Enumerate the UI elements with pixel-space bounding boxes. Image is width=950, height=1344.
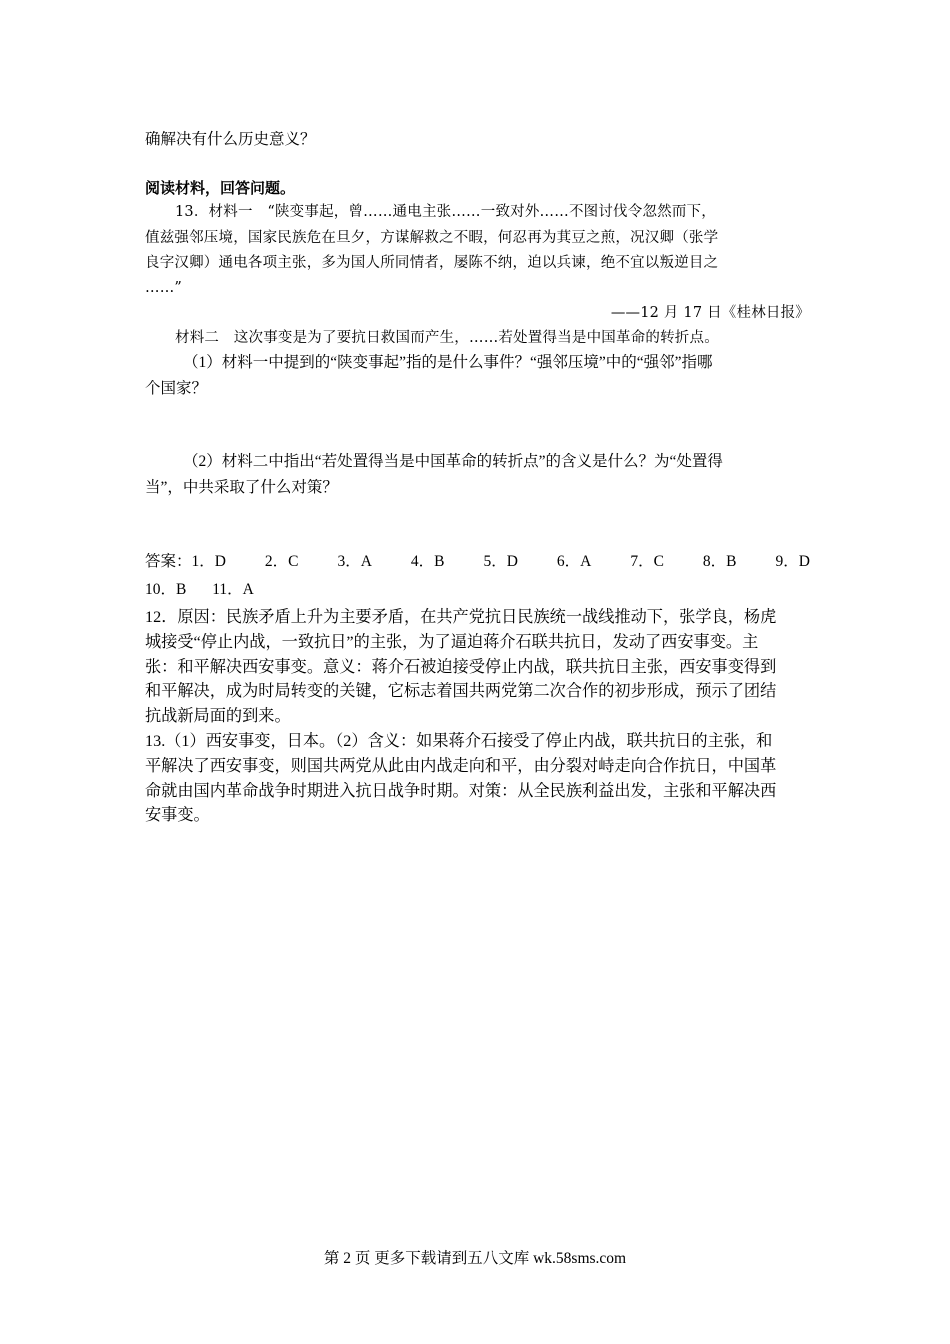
answer-12 bbox=[145, 605, 810, 729]
question-continuation: 确解决有什么历史意义？ bbox=[145, 131, 316, 148]
subquestion2-line-2: 当”，中共采取了什么对策？ bbox=[145, 479, 338, 496]
answer-12-line-1: 12．原因：民族矛盾上升为主要矛盾，在共产党抗日民族统一战线推动下，张学良，杨虎 bbox=[145, 608, 777, 626]
answer-item: 2．C bbox=[264, 553, 299, 570]
answer-12-line-2: 城接受“停止内战，一致抗日”的主张，为了逼迫蒋介石联共抗日，发动了西安事变。主 bbox=[145, 632, 759, 651]
answer-key bbox=[145, 548, 810, 604]
answer-item: 9．D bbox=[775, 553, 810, 570]
answer-row-2 bbox=[145, 576, 810, 604]
answer-12-line-3: 张：和平解决西安事变。意义：蒋介石被迫接受停止内战，联共抗日主张，西安事变得到 bbox=[145, 657, 777, 676]
answer-item: 4．B bbox=[410, 553, 445, 570]
answer-row-1 bbox=[145, 548, 810, 576]
answer-13-line-3: 命就由国内革命战争时期进入抗日战争时期。对策：从全民族利益出发，主张和平解决西 bbox=[145, 781, 777, 800]
answer-item: 10．B bbox=[145, 581, 187, 598]
answer-item: 11．A bbox=[212, 581, 254, 598]
material1-source: ——12 月 17 日《桂林日报》 bbox=[610, 305, 810, 321]
subquestion1-line-1: （1）材料一中提到的“陕变事起”指的是什么事件？“强邻压境”中的“强邻”指哪 bbox=[183, 354, 713, 371]
answer-12-line-4: 和平解决，成为时局转变的关键，它标志着国共两党第二次合作的初步形成，预示了团结 bbox=[145, 682, 777, 701]
material2-text: 材料二 这次事变是为了要抗日救国而产生，……若处置得当是中国革命的转折点。 bbox=[175, 330, 719, 346]
answer-item: 5．D bbox=[483, 553, 518, 570]
answer-item: 3．A bbox=[337, 553, 372, 570]
material1-line-4: ……” bbox=[145, 280, 183, 296]
answer-item: 答案：1．D bbox=[145, 553, 226, 570]
material1-line-2: 值兹强邻压境，国家民族危在旦夕，方谋解救之不暇，何忍再为萁豆之煎，况汉卿（张学 bbox=[145, 230, 719, 246]
page-footer: 第 2 页 更多下载请到五八文库 wk.58sms.com bbox=[323, 1250, 627, 1267]
answer-item: 7．C bbox=[630, 553, 664, 570]
answer-13-line-1: 13.（1）西安事变，日本。（2）含义：如果蒋介石接受了停止内战，联共抗日的主张，和 bbox=[145, 732, 773, 750]
material1-line-3: 良字汉卿）通电各项主张，多为国人所同情者，屡陈不纳，迫以兵谏，绝不宜以叛逆目之 bbox=[145, 255, 719, 271]
material1-line-1: 13．材料一 “陕变事起，曾……通电主张……一致对外……不图讨伐令忽然而下， bbox=[175, 204, 716, 220]
document-page bbox=[145, 0, 810, 1344]
subquestion1-line-2: 个国家？ bbox=[145, 380, 208, 397]
answer-13-line-2: 平解决了西安事变，则国共两党从此由内战走向和平，由分裂对峙走向合作抗日，中国革 bbox=[145, 756, 777, 775]
answer-12-line-5: 抗战新局面的到来。 bbox=[145, 707, 291, 726]
answer-item: 6．A bbox=[556, 553, 592, 570]
answer-13 bbox=[145, 729, 810, 828]
subquestion2-line-1: （2）材料二中指出“若处置得当是中国革命的转折点”的含义是什么？为“处置得 bbox=[183, 453, 723, 470]
section-heading: 阅读材料，回答问题。 bbox=[145, 179, 296, 197]
answer-item: 8．B bbox=[702, 553, 737, 570]
answer-13-line-4: 安事变。 bbox=[145, 806, 210, 825]
